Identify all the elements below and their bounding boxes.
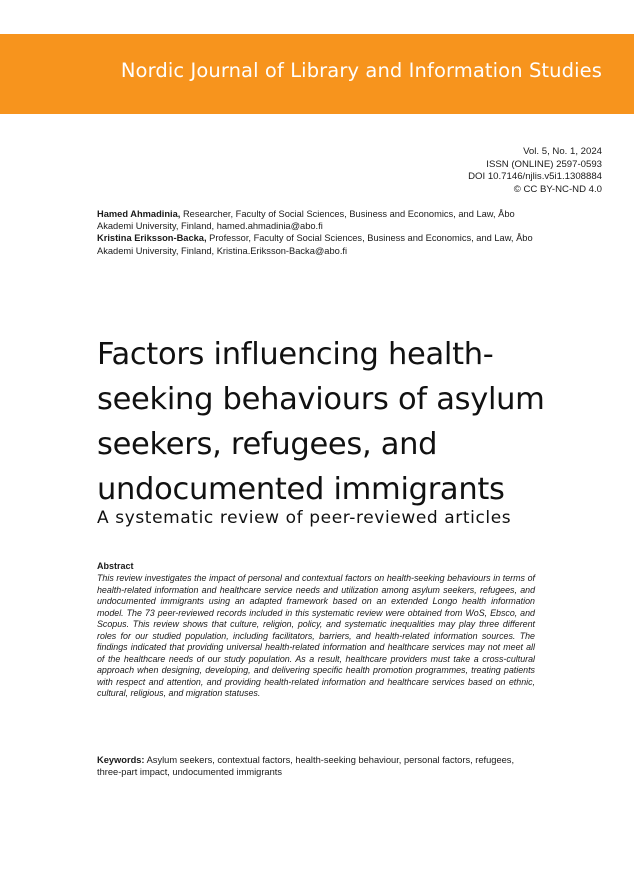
- doi: DOI 10.7146/njlis.v5i1.1308884: [468, 171, 602, 183]
- keywords-label: Keywords:: [97, 755, 145, 765]
- author-affiliation: Professor, Faculty of Social Sciences, Business and Economics, and Law, Åbo Akademi University, Finland, Kristina.Eriksson-Backa@abo.fi: [97, 233, 533, 256]
- keywords-text: Asylum seekers, contextual factors, health-seeking behaviour, personal factors, refugees, three-part impact, undocumented immigrants: [97, 755, 515, 778]
- author-affiliation: Researcher, Faculty of Social Sciences, Business and Economics, and Law, Åbo Akademi University, Finland, hamed.ahmadinia@abo.fi: [97, 209, 515, 232]
- abstract-heading: Abstract: [97, 561, 134, 571]
- issn: ISSN (ONLINE) 2597-0593: [486, 158, 602, 170]
- volume-info: Vol. 5, No. 1, 2024: [523, 146, 602, 157]
- author-name: Hamed Ahmadinia,: [97, 209, 181, 219]
- journal-banner: [0, 34, 634, 114]
- author-list: [97, 208, 537, 257]
- article-title: Factors influencing health-seeking behaviours of asylum seekers, refugees, and undocumented immigrants: [97, 337, 545, 507]
- author-entry: [97, 232, 537, 256]
- article-subtitle: A systematic review of peer-reviewed articles: [97, 508, 512, 528]
- author-name: Kristina Eriksson-Backa,: [97, 233, 207, 244]
- license: © CC BY-NC-ND 4.0: [513, 183, 602, 195]
- keywords: [97, 754, 537, 778]
- article-meta: [468, 146, 602, 196]
- journal-name: Nordic Journal of Library and Information Studies: [120, 59, 602, 82]
- abstract-text: This review investigates the impact of personal and contextual factors on health-seeking behaviours in terms of health-related information and healthcare service needs and utilization among asylum seekers, refugees, and undocumented immigrants using an adapted framework based on an extended Longo health information model. The 73 peer-reviewed records included in this systematic review were obtained from WoS, Ebsco, and Scopus. This review shows that culture, religion, policy, and systematic inequalities may play three different roles for our studied population, including facilitators, barriers, and health-related information sources. The findings indicated that providing universal health-related information and healthcare services may not meet all of the healthcare needs of our study population. As a result, healthcare providers must take a cross-cultural approach when designing, developing, and delivering specific health promotion programmes, treating patients with respect and attention, and providing health-related information and healthcare services based on ethnic, cultural, religious, and migration statuses.: [97, 573, 535, 698]
- author-entry: [97, 208, 537, 232]
